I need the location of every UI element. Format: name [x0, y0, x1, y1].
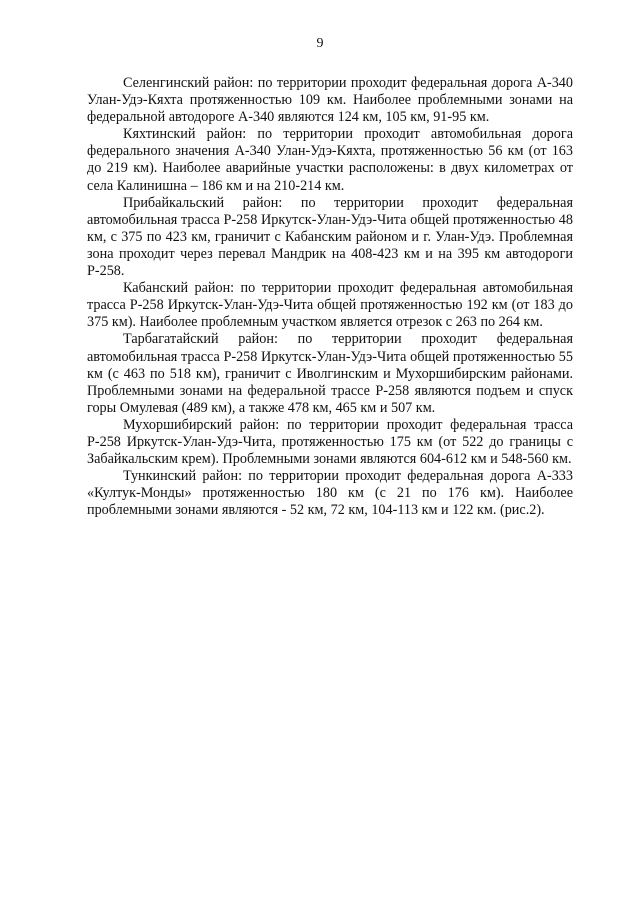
paragraph-kabansky: Кабанский район: по территории проходит федеральная автомобильная трасса Р-258 Иркутск-Улан-Удэ-Чита общей протяженностью 192 км (от 183 до 375 км). Наиболее проблемным участком является отрезок с 263 по 264 км. [87, 280, 573, 331]
paragraph-tarbagataisky: Тарбагатайский район: по территории проходит федеральная автомобильная трасса Р-258 Иркутск-Улан-Удэ-Чита общей протяженностью 55 км (с 463 по 518 км), граничит с Иволгинским и Мухоршибирским районами. Проблемными зонами на федеральной трассе Р-258 являются подъем и спуск горы Омулевая (489 км), а также 478 км, 465 км и 507 км. [87, 331, 573, 416]
paragraph-selenginsky: Селенгинский район: по территории проходит федеральная дорога А-340 Улан-Удэ-Кяхта протяженностью 109 км. Наиболее проблемными зонами на федеральной автодороге А-340 являются 124 км, 105 км, 91-95 км. [87, 75, 573, 126]
paragraph-tunkinsky: Тункинский район: по территории проходит федеральная дорога А-333 «Култук-Монды» протяженностью 180 км (с 21 по 176 км). Наиболее проблемными зонами являются - 52 км, 72 км, 104-113 км и 122 км. (рис.2). [87, 468, 573, 519]
document-body [87, 75, 573, 519]
paragraph-pribaikalsky: Прибайкальский район: по территории проходит федеральная автомобильная трасса Р-258 Иркутск-Улан-Удэ-Чита общей протяженностью 48 км, с 375 по 423 км, граничит с Кабанским районом и г. Улан-Удэ. Проблемная зона проходит через перевал Мандрик на 408-423 км и на 395 км автодороги Р-258. [87, 194, 573, 280]
paragraph-mukhorshibirsky: Мухоршибирский район: по территории проходит федеральная трасса Р-258 Иркутск-Улан-Удэ-Чита, протяженностью 175 км (от 522 до границы с Забайкальским крем). Проблемными зонами являются 604-612 км и 548-560 км. [87, 416, 573, 468]
page-number: 9 [316, 36, 324, 51]
paragraph-kyakhtinsky: Кяхтинский район: по территории проходит автомобильная дорога федерального значения А-340 Улан-Удэ-Кяхта, протяженностью 56 км (от 163 до 219 км). Наиболее аварийные участки расположены: в двух километрах от села Калинишна – 186 км и на 210-214 км. [87, 126, 573, 194]
